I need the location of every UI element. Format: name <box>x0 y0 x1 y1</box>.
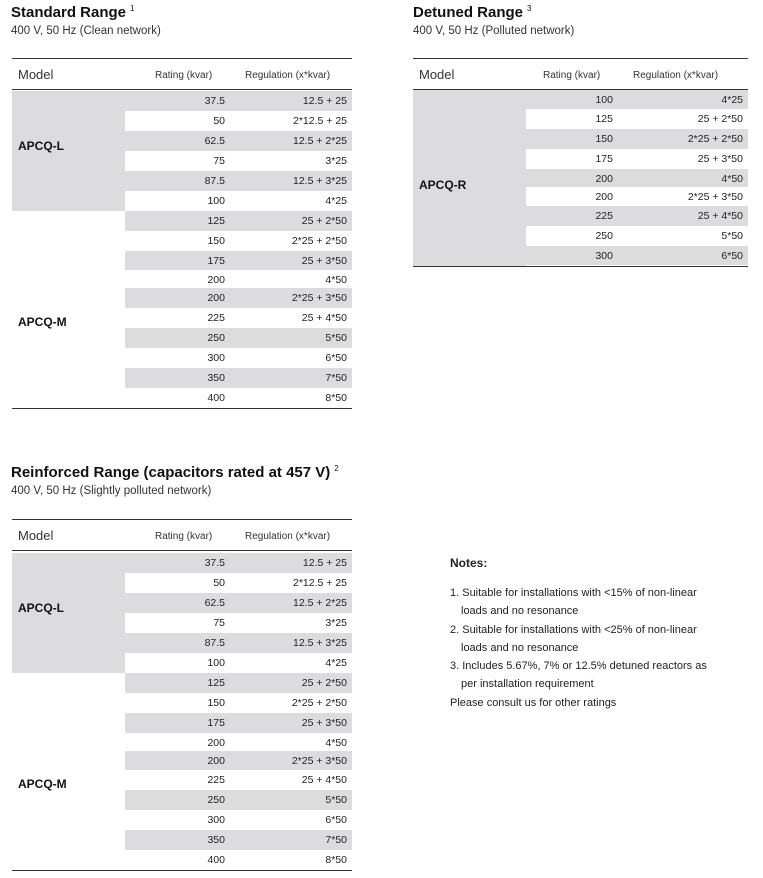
rating-cell: 50 <box>213 577 225 589</box>
rating-cell: 350 <box>207 372 225 384</box>
rating-cell: 75 <box>213 617 225 629</box>
note-line: 3. Includes 5.67%, 7% or 12.5% detuned reactors as <box>450 660 707 673</box>
table-row <box>125 131 352 151</box>
table-row <box>125 171 352 191</box>
table-row <box>125 251 352 270</box>
table-row <box>125 653 352 673</box>
table-bottom-rule <box>413 266 748 267</box>
regulation-cell: 2*12.5 + 25 <box>292 577 347 589</box>
rating-cell: 200 <box>207 274 225 286</box>
note-line: 2. Suitable for installations with <25% of non-linear <box>450 623 697 636</box>
regulation-cell: 6*50 <box>721 250 743 262</box>
table-row <box>125 573 352 593</box>
rating-cell: 250 <box>207 794 225 806</box>
rating-cell: 100 <box>207 657 225 669</box>
regulation-cell: 12.5 + 2*25 <box>292 597 347 609</box>
regulation-cell: 2*25 + 3*50 <box>291 755 347 767</box>
rating-cell: 200 <box>595 191 613 203</box>
table-row <box>526 246 748 265</box>
rating-cell: 225 <box>207 312 225 324</box>
table-row <box>526 169 748 187</box>
regulation-cell: 12.5 + 25 <box>302 557 347 569</box>
table-row <box>125 211 352 231</box>
model-label: APCQ-R <box>419 178 467 192</box>
table-row <box>526 206 748 226</box>
rating-cell: 175 <box>207 717 225 729</box>
rating-cell: 125 <box>595 113 613 125</box>
regulation-cell: 2*25 + 3*50 <box>687 191 743 203</box>
table-row <box>526 226 748 246</box>
rating-cell: 87.5 <box>204 637 225 649</box>
rating-cell: 75 <box>213 155 225 167</box>
rating-cell: 250 <box>595 230 613 242</box>
reinforced-range-title: Reinforced Range (capacitors rated at 457 V) $^2$ <box>11 464 339 481</box>
regulation-cell: 6*50 <box>325 352 347 364</box>
regulation-cell: 25 + 2*50 <box>301 677 347 689</box>
table-row <box>125 593 352 613</box>
rating-cell: 62.5 <box>204 135 225 147</box>
table-row <box>125 790 352 810</box>
table-row <box>125 388 352 407</box>
regulation-cell: 12.5 + 2*25 <box>292 135 347 147</box>
detuned-range-heading <box>413 4 574 37</box>
regulation-cell: 25 + 2*50 <box>301 215 347 227</box>
regulation-cell: 25 + 4*50 <box>301 312 347 324</box>
header-regulation: Regulation (x*kvar) <box>245 70 331 81</box>
header-model: Model <box>18 528 54 543</box>
rating-cell: 37.5 <box>204 557 225 569</box>
regulation-cell: 25 + 4*50 <box>697 210 743 222</box>
rating-cell: 150 <box>207 697 225 709</box>
regulation-cell: 8*50 <box>325 392 347 404</box>
rating-cell: 37.5 <box>204 95 225 107</box>
detuned-range-title: Detuned Range $^3$ <box>413 4 532 21</box>
regulation-cell: 12.5 + 3*25 <box>292 175 347 187</box>
table-row <box>125 111 352 131</box>
table-row <box>526 187 748 206</box>
table-row <box>125 613 352 633</box>
table-row <box>125 673 352 693</box>
table-bottom-rule <box>12 408 352 409</box>
model-label: APCQ-L <box>18 139 64 153</box>
table-row <box>125 733 352 751</box>
rating-cell: 300 <box>207 352 225 364</box>
model-label: APCQ-M <box>18 777 67 791</box>
reinforced-range-subtitle: 400 V, 50 Hz (Slightly polluted network) <box>11 485 212 497</box>
table-row <box>125 830 352 850</box>
rating-cell: 125 <box>207 677 225 689</box>
table-row <box>125 151 352 171</box>
regulation-cell: 3*25 <box>325 155 347 167</box>
rating-cell: 100 <box>595 94 613 106</box>
rating-cell: 225 <box>595 210 613 222</box>
table-row <box>125 633 352 653</box>
standard-range-subtitle: 400 V, 50 Hz (Clean network) <box>11 25 161 37</box>
regulation-cell: 25 + 3*50 <box>301 255 347 267</box>
regulation-cell: 2*25 + 2*50 <box>291 235 347 247</box>
table-row <box>125 270 352 288</box>
table-header <box>413 58 748 90</box>
regulation-cell: 7*50 <box>325 834 347 846</box>
rating-cell: 400 <box>207 392 225 404</box>
rating-cell: 200 <box>207 737 225 749</box>
table-header <box>12 58 352 90</box>
regulation-cell: 4*25 <box>325 657 347 669</box>
rating-cell: 150 <box>207 235 225 247</box>
rating-cell: 300 <box>207 814 225 826</box>
rating-cell: 200 <box>207 755 225 767</box>
rating-cell: 62.5 <box>204 597 225 609</box>
rating-cell: 200 <box>595 173 613 185</box>
table-row <box>526 109 748 129</box>
table-row <box>125 308 352 328</box>
rating-cell: 225 <box>207 774 225 786</box>
rating-cell: 350 <box>207 834 225 846</box>
regulation-cell: 7*50 <box>325 372 347 384</box>
header-rating: Rating (kvar) <box>155 531 213 542</box>
rating-cell: 50 <box>213 115 225 127</box>
table-row <box>125 810 352 830</box>
regulation-cell: 4*25 <box>325 195 347 207</box>
header-regulation: Regulation (x*kvar) <box>633 70 719 81</box>
table-row <box>125 751 352 770</box>
regulation-cell: 12.5 + 3*25 <box>292 637 347 649</box>
regulation-cell: 4*25 <box>721 94 743 106</box>
regulation-cell: 2*25 + 2*50 <box>291 697 347 709</box>
rating-cell: 400 <box>207 854 225 866</box>
regulation-cell: 25 + 3*50 <box>697 153 743 165</box>
notes-panel <box>450 556 707 712</box>
standard-range-heading <box>11 4 161 37</box>
table-row <box>526 90 748 109</box>
regulation-cell: 25 + 2*50 <box>697 113 743 125</box>
rating-cell: 175 <box>207 255 225 267</box>
table-row <box>125 328 352 348</box>
regulation-cell: 5*50 <box>325 794 347 806</box>
regulation-cell: 8*50 <box>325 854 347 866</box>
table-row <box>125 91 352 111</box>
note-line: loads and no resonance <box>461 605 579 618</box>
rating-cell: 87.5 <box>204 175 225 187</box>
rating-cell: 250 <box>207 332 225 344</box>
model-label: APCQ-M <box>18 315 67 329</box>
note-line: Please consult us for other ratings <box>450 696 617 709</box>
table-header <box>12 519 352 551</box>
header-regulation: Regulation (x*kvar) <box>245 531 331 542</box>
table-row <box>125 553 352 573</box>
regulation-cell: 4*50 <box>325 274 347 286</box>
regulation-cell: 2*12.5 + 25 <box>292 115 347 127</box>
regulation-cell: 5*50 <box>721 230 743 242</box>
table-bottom-rule <box>12 870 352 871</box>
header-model: Model <box>18 67 54 82</box>
regulation-cell: 25 + 3*50 <box>301 717 347 729</box>
table-row <box>125 348 352 368</box>
notes-title: Notes: <box>450 556 488 570</box>
rating-cell: 125 <box>207 215 225 227</box>
regulation-cell: 2*25 + 3*50 <box>291 292 347 304</box>
header-model: Model <box>419 67 455 82</box>
regulation-cell: 4*50 <box>721 173 743 185</box>
header-rating: Rating (kvar) <box>543 70 601 81</box>
rating-cell: 100 <box>207 195 225 207</box>
rating-cell: 150 <box>595 133 613 145</box>
regulation-cell: 4*50 <box>325 737 347 749</box>
rating-cell: 175 <box>595 153 613 165</box>
header-rating: Rating (kvar) <box>155 70 213 81</box>
table-row <box>125 693 352 713</box>
rating-cell: 200 <box>207 292 225 304</box>
regulation-cell: 25 + 4*50 <box>301 774 347 786</box>
table-row <box>125 231 352 251</box>
regulation-cell: 12.5 + 25 <box>302 95 347 107</box>
note-line: 1. Suitable for installations with <15% of non-linear <box>450 587 697 599</box>
table-row <box>125 191 352 211</box>
note-line: per installation requirement <box>461 678 594 691</box>
table-row <box>526 149 748 169</box>
table-row <box>125 713 352 733</box>
table-row <box>125 770 352 790</box>
reinforced-range-heading <box>11 464 339 497</box>
model-label: APCQ-L <box>18 601 64 615</box>
table-row <box>125 368 352 388</box>
table-row <box>125 850 352 869</box>
note-line: loads and no resonance <box>461 641 579 654</box>
regulation-cell: 3*25 <box>325 617 347 629</box>
rating-cell: 300 <box>595 250 613 262</box>
table-row <box>125 288 352 308</box>
regulation-cell: 6*50 <box>325 814 347 826</box>
regulation-cell: 2*25 + 2*50 <box>687 133 743 145</box>
standard-range-title: Standard Range $^1$ <box>11 4 135 21</box>
detuned-range-subtitle: 400 V, 50 Hz (Polluted network) <box>413 25 575 37</box>
table-row <box>526 129 748 149</box>
regulation-cell: 5*50 <box>325 332 347 344</box>
